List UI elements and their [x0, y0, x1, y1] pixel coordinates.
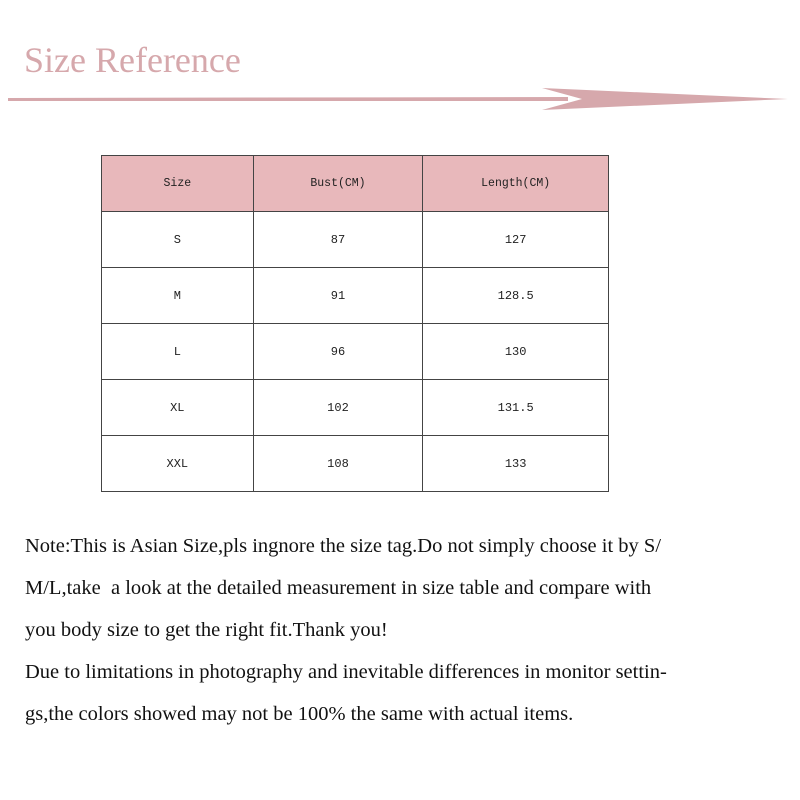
cell-size: XXL — [102, 436, 254, 492]
cell-bust: 96 — [253, 324, 423, 380]
cell-bust: 108 — [253, 436, 423, 492]
table-row — [102, 212, 609, 268]
table-row — [102, 380, 609, 436]
table-row — [102, 436, 609, 492]
column-header-size: Size — [102, 156, 254, 212]
arrow-head — [542, 88, 788, 110]
table-row — [102, 268, 609, 324]
cell-size: S — [102, 212, 254, 268]
size-table — [101, 155, 609, 492]
column-header-bust: Bust(CM) — [253, 156, 423, 212]
arrow-shaft — [8, 97, 568, 101]
note-line: Note:This is Asian Size,pls ingnore the size tag.Do not simply choose it by S/ — [25, 535, 662, 557]
notes-section — [25, 525, 785, 735]
cell-length: 130 — [423, 324, 609, 380]
cell-bust: 87 — [253, 212, 423, 268]
cell-size: M — [102, 268, 254, 324]
cell-length: 127 — [423, 212, 609, 268]
cell-length: 131.5 — [423, 380, 609, 436]
cell-length: 128.5 — [423, 268, 609, 324]
cell-size: XL — [102, 380, 254, 436]
page-title: Size Reference — [24, 40, 241, 80]
decorative-arrow-icon — [8, 86, 788, 114]
note-line: M/L,take a look at the detailed measurement in size table and compare with — [25, 577, 652, 599]
disclaimer-line: Due to limitations in photography and inevitable differences in monitor settin- — [25, 661, 667, 683]
table-row — [102, 324, 609, 380]
column-header-length: Length(CM) — [423, 156, 609, 212]
cell-length: 133 — [423, 436, 609, 492]
cell-size: L — [102, 324, 254, 380]
disclaimer-line: gs,the colors showed may not be 100% the same with actual items. — [25, 703, 574, 725]
table-header-row — [102, 156, 609, 212]
cell-bust: 91 — [253, 268, 423, 324]
cell-bust: 102 — [253, 380, 423, 436]
note-line: you body size to get the right fit.Thank you! — [25, 619, 388, 641]
